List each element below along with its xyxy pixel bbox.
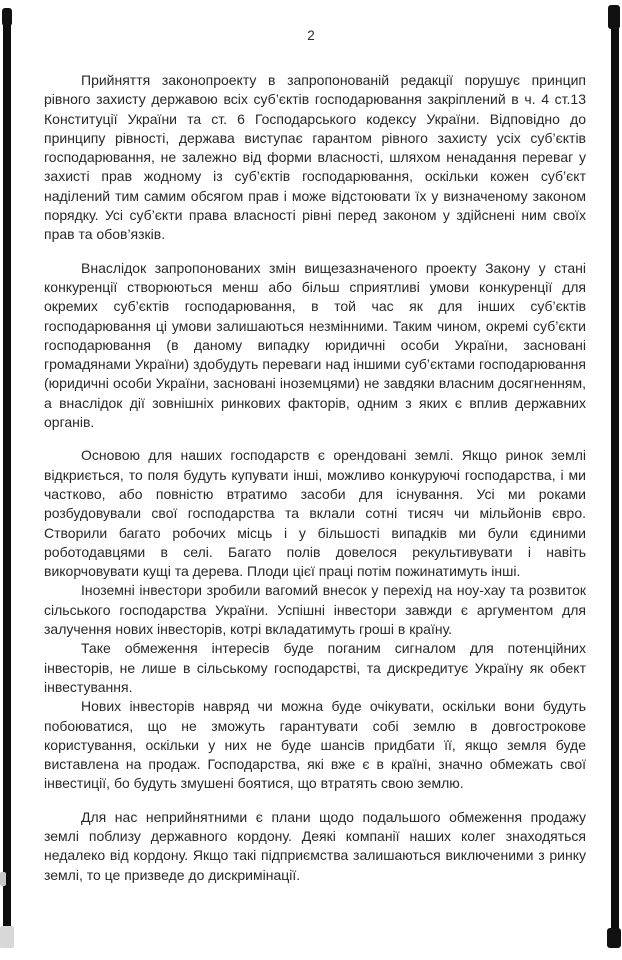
paragraph: Нових інвесторів навряд чи можна буде очікувати, оскільки вони будуть побоюватися, що не зможуть гарантувати собі землю в довгострокове користування, оскільки у них не буде шансів придбати її, якщо земля буде виставлена на продаж. Господарства, які вже є в країні, значно обмежать свої інвестиції, бо будуть змушені боятися, що втратять свою землю. [44, 698, 586, 792]
scan-artifact-mark [608, 5, 620, 29]
scan-artifact-mark [2, 8, 12, 26]
scan-edge-artifact-right [611, 6, 619, 936]
page-number: 2 [307, 28, 315, 43]
paragraph: Іноземні інвестори зробили вагомий внесок у перехід на ноу-хау та розвиток сільського господарства України. Успішні інвестори завжди є аргументом для залучення нових інвесторів, котрі вкладатимуть гроші в країну. [44, 582, 586, 638]
paragraph: Для нас неприйнятними є плани щодо подальшого обмеження продажу землі поблизу державного кордону. Деякі компанії наших колег знаходяться недалеко від кордону. Якщо такі підприємства залишаються виключеними з ринку землі, то це призведе до дискримінації. [44, 808, 586, 883]
paragraph: Таке обмеження інтересів буде поганим сигналом для потенційних інвесторів, не лише в сільському господарстві, та дискредитує Україну як обект інвестування. [44, 640, 586, 695]
scan-artifact-mark [607, 928, 621, 948]
paragraph: Внаслідок запропонованих змін вищезазначеного проекту Закону у стані конкуренції створюються менш або більш сприятливі умови конкуренції для окремих суб’єктів господарювання, в той час як для інших суб’єктів господарювання ці умови залишаються незмінними. Таким чином, окремі суб’єкти господарювання (в даному випадку юридичні особи України, засновані громадянами України) здобудуть переваги над іншими суб’єктами господарювання (юридичні особи України, засновані іноземцями) не завдяки власним досягненням, а внаслідок дії зовнішніх ринкових факторів, одним з яких є вплив державних органів. [44, 259, 586, 431]
scan-artifact-smudge [0, 926, 14, 948]
document-body [44, 71, 586, 885]
scan-edge-artifact-left [3, 10, 11, 932]
paragraph: Прийняття законопроекту в запропонованій редакції порушує принцип рівного захисту державою всіх суб’єктів господарювання закріплений в ч. 4 ст.13 Конституції України та ст. 6 Господарського кодексу України. Відповідно до принципу рівності, держава виступає гарантом рівного захисту усіх суб’єктів господарювання, не залежно від форми власності, шляхом ненадання переваг у захисті прав жодному із суб’єктів господарювання, оскільки кожен суб’єкт наділений тим самим обсягом прав і може відстоювати їх у визначеному законом порядку. Усі суб’єкти права власності рівні перед законом у здійснені ним своїх прав та обов’язків. [44, 72, 586, 243]
paragraph: Основою для наших господарств є орендовані землі. Якщо ринок землі відкриється, то поля будуть купувати інші, можливо конкуруючі господарства, і ми частково, або повністю втратимо засоби для існування. Усі ми роками розбудовували свої господарства та вклали сотні тисяч чи мільйонів євро. Створили багато робочих місць і у більшості випадків ми були єдиними роботодавцями в селі. Багато полів довелося рекультивувати і навіть викорчовувати кущі та дерева. Плоди цієї праці потім пожинатимуть інші. [44, 447, 586, 580]
scan-artifact-smudge [0, 872, 6, 886]
